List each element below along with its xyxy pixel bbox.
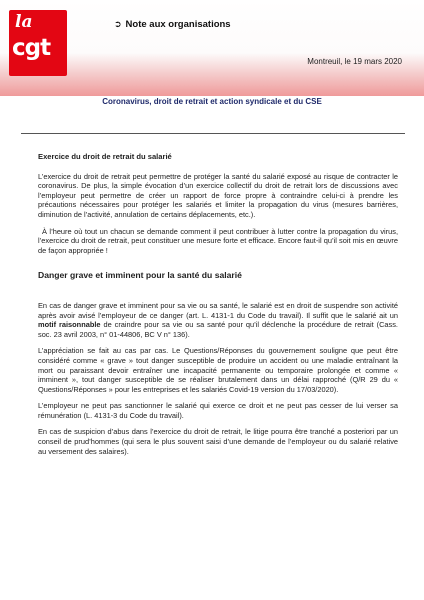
section2-paragraph-4: En cas de suspicion d’abus dans l’exercice du droit de retrait, le litige pourra être tranché a posteriori par un conseil de prud’hommes (qui sera le plus souvent saisi d’une demande de l’employeur ou du salarié relative au versement des salaires). xyxy=(38,427,398,456)
logo-text-la: la xyxy=(15,12,33,32)
section2-heading: Danger grave et imminent pour la santé du salarié xyxy=(38,270,242,281)
section1-paragraph-1: L’exercice du droit de retrait peut permettre de protéger la santé du salarié exposé au risque de contracter le coronavirus. De plus, la simple évocation d’un exercice collectif du droit de retrait lors de discussions avec l’employeur peut permettre de créer un rapport de force propre à contraindre celui-ci à prendre les précautions nécessaires pour protéger les salariés et limiter la propagation du virus (mesures barrières, diminution de l’activité, annulation de certains déplacements, etc.). xyxy=(38,171,398,219)
section1-heading: Exercice du droit de retrait du salarié xyxy=(38,152,172,161)
section2-paragraph-1 xyxy=(38,301,398,339)
note-title-text: Note aux organisations xyxy=(125,19,231,30)
section2-p1-bold: motif raisonnable xyxy=(38,320,101,330)
divider xyxy=(21,133,405,134)
arrow-icon: ➲ xyxy=(114,19,122,29)
section2-p1-text-a: En cas de danger grave et imminent pour sa vie ou sa santé, le salarié est en droit de suspendre son activité après avoir avisé l’employeur de ce danger (art. L. 4131-1 du Code du travail). Il suffit que le salarié ait un xyxy=(38,300,398,320)
section2-p1-text-b: de craindre pour sa vie ou sa santé pour qu’il déclenche la procédure de retrait (Cass. soc. 23 avril 2003, n° 01-44806, BC V n° 136). xyxy=(38,320,398,339)
logo-text-cgt: cgt xyxy=(12,35,51,61)
section2-paragraph-3: L’employeur ne peut pas sanctionner le salarié qui exerce ce droit et ne peut pas cesser de lui verser sa rémunération (L. 4131-3 du Code du travail). xyxy=(38,401,398,420)
date-line: Montreuil, le 19 mars 2020 xyxy=(307,57,402,66)
section1-paragraph-2: À l’heure où tout un chacun se demande comment il peut contribuer à lutter contre la propagation du virus, l’exercice du droit de retrait, peut constituer une mesure forte et efficace. Encore faut-il qu’il soit mis en œuvre de façon appropriée ! xyxy=(38,226,398,255)
note-title xyxy=(114,19,231,30)
document-body xyxy=(38,152,398,463)
section2-paragraph-2: L’appréciation se fait au cas par cas. Le Questions/Réponses du gouvernement souligne que peut être considéré comme « grave » tout danger susceptible de produire un accident ou une maladie entraînant la mort ou paraissant devoir entraîner une incapacité permanente ou temporaire prolongée et comme « imminent », tout danger susceptible de se réaliser brutalement dans un délai rapproché (Q/R 29 du « Questions/Réponses » pour les entreprises et les salariés Covid-19 version du 17/03/2020). xyxy=(38,346,398,394)
subject-line: Coronavirus, droit de retrait et action syndicale et du CSE xyxy=(102,97,322,106)
cgt-logo xyxy=(9,10,67,76)
